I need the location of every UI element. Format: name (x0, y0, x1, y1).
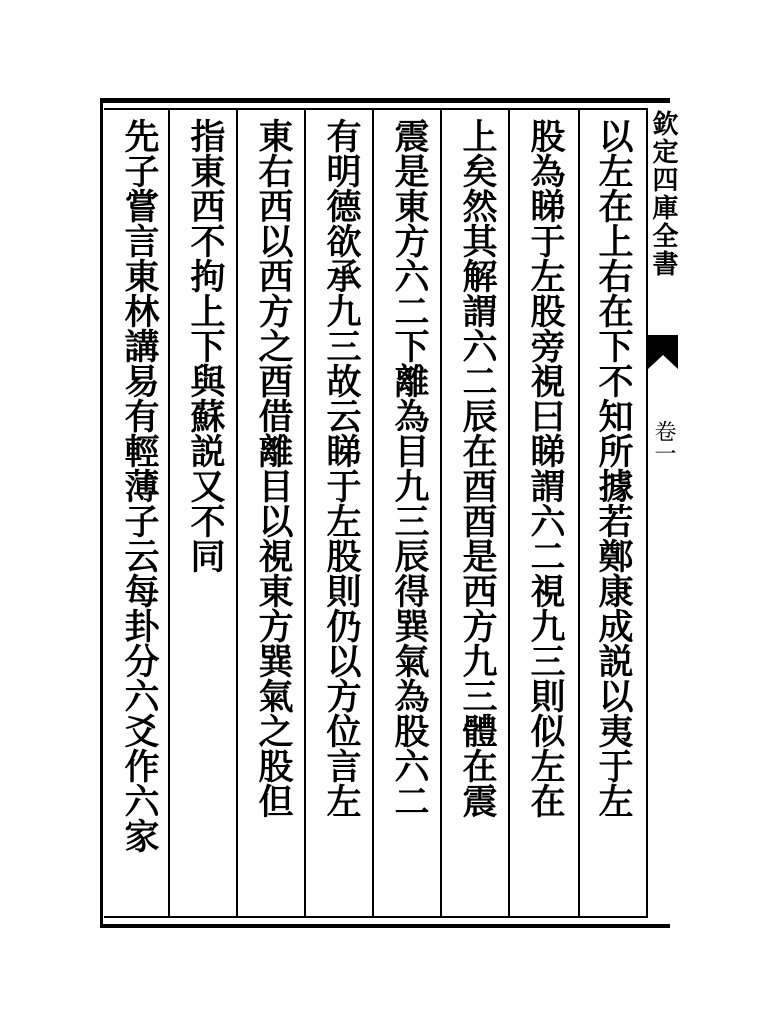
column-rule (372, 108, 374, 918)
text-column-5: 有明德欲承九三故云睇于左股則仍以方位言左 (321, 118, 362, 818)
text-column-7: 指東西不拘上下與蘇説又不同 (185, 118, 226, 573)
margin-book-title: 欽定四庫全書 (648, 110, 678, 278)
text-column-2: 股為睇于左股旁視曰睇謂六二視九三則似左在 (525, 118, 566, 818)
column-rule (578, 108, 580, 918)
column-rule (236, 108, 238, 918)
column-rule (168, 108, 170, 918)
text-column-1: 以左在上右在下不知所據若鄭康成説以夷于左 (593, 118, 634, 818)
text-column-3: 上矣然其解謂六二辰在酉酉是西方九三體在震 (457, 118, 498, 818)
text-column-6: 東右西以西方之酉借離目以視東方巽氣之股但 (253, 118, 294, 818)
text-column-8: 先子嘗言東林講易有輕薄子云每卦分六爻作六家 (119, 118, 160, 853)
column-rule (508, 108, 510, 918)
fishtail-icon (648, 335, 678, 369)
inner-top-rule (104, 108, 646, 110)
column-rule (304, 108, 306, 918)
text-column-4: 震是東方六二下離為目九三辰得巽氣為股六二 (389, 118, 430, 818)
column-rule (440, 108, 442, 918)
inner-bottom-rule (104, 916, 646, 918)
margin-juan-number: 卷一 (651, 420, 676, 464)
